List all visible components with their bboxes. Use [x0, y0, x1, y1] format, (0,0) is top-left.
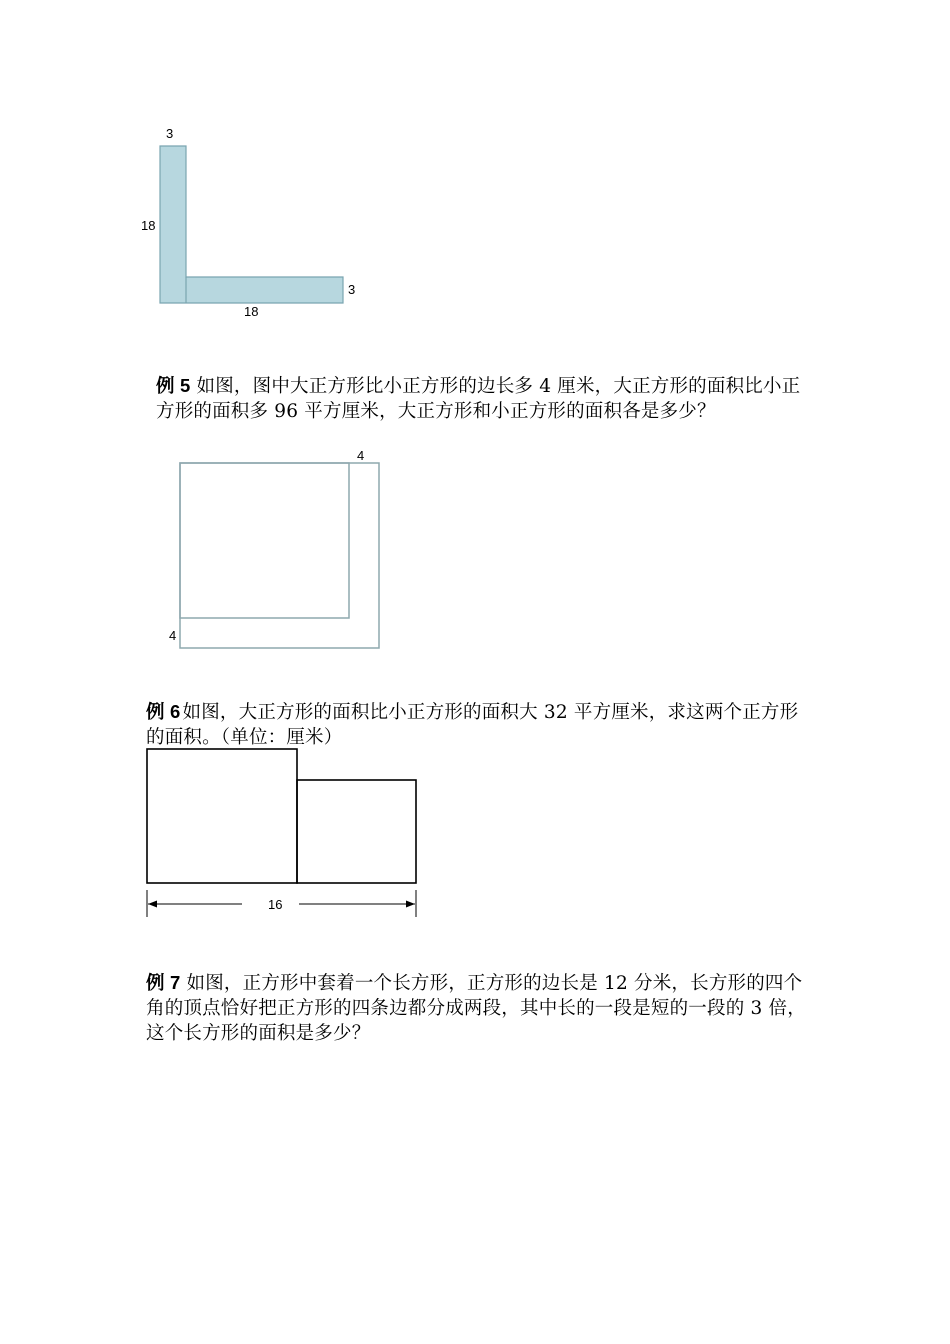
label-bottom-length: 18: [244, 304, 259, 319]
label-top-width: 3: [166, 126, 174, 141]
small-square-right: [297, 780, 416, 883]
example-5-text: 如图，图中大正方形比小正方形的边长多 4 厘米，大正方形的面积比小正方形的面积多 96 平方厘米，大正方形和小正方形的面积各是多少？: [156, 376, 801, 422]
example-7-text: 如图，正方形中套着一个长方形，正方形的边长是 12 分米，长方形的四个角的顶点恰好把正方形的四条边都分成两段，其中长的一段是短的一段的 3 倍，这个长方形的面积是多少？: [146, 973, 806, 1044]
label-left-strip: 4: [169, 628, 177, 643]
example-5-tag: 例 5: [156, 375, 191, 396]
example-7-tag: 例 7: [146, 972, 181, 993]
example-6-text: 如图，大正方形的面积比小正方形的面积大 32 平方厘米，求这两个正方形的面积。（单位：厘米）: [146, 702, 799, 748]
label-top-strip: 4: [357, 448, 365, 463]
label-total-length: 16: [268, 897, 283, 912]
label-right-thickness: 3: [348, 282, 356, 297]
label-left-height: 18: [141, 218, 156, 233]
example-7: [146, 970, 811, 1046]
large-square: [147, 749, 297, 883]
arrowhead-left: [148, 901, 157, 908]
arrowhead-right: [406, 901, 415, 908]
example-6-tag: 例 6: [146, 701, 181, 722]
